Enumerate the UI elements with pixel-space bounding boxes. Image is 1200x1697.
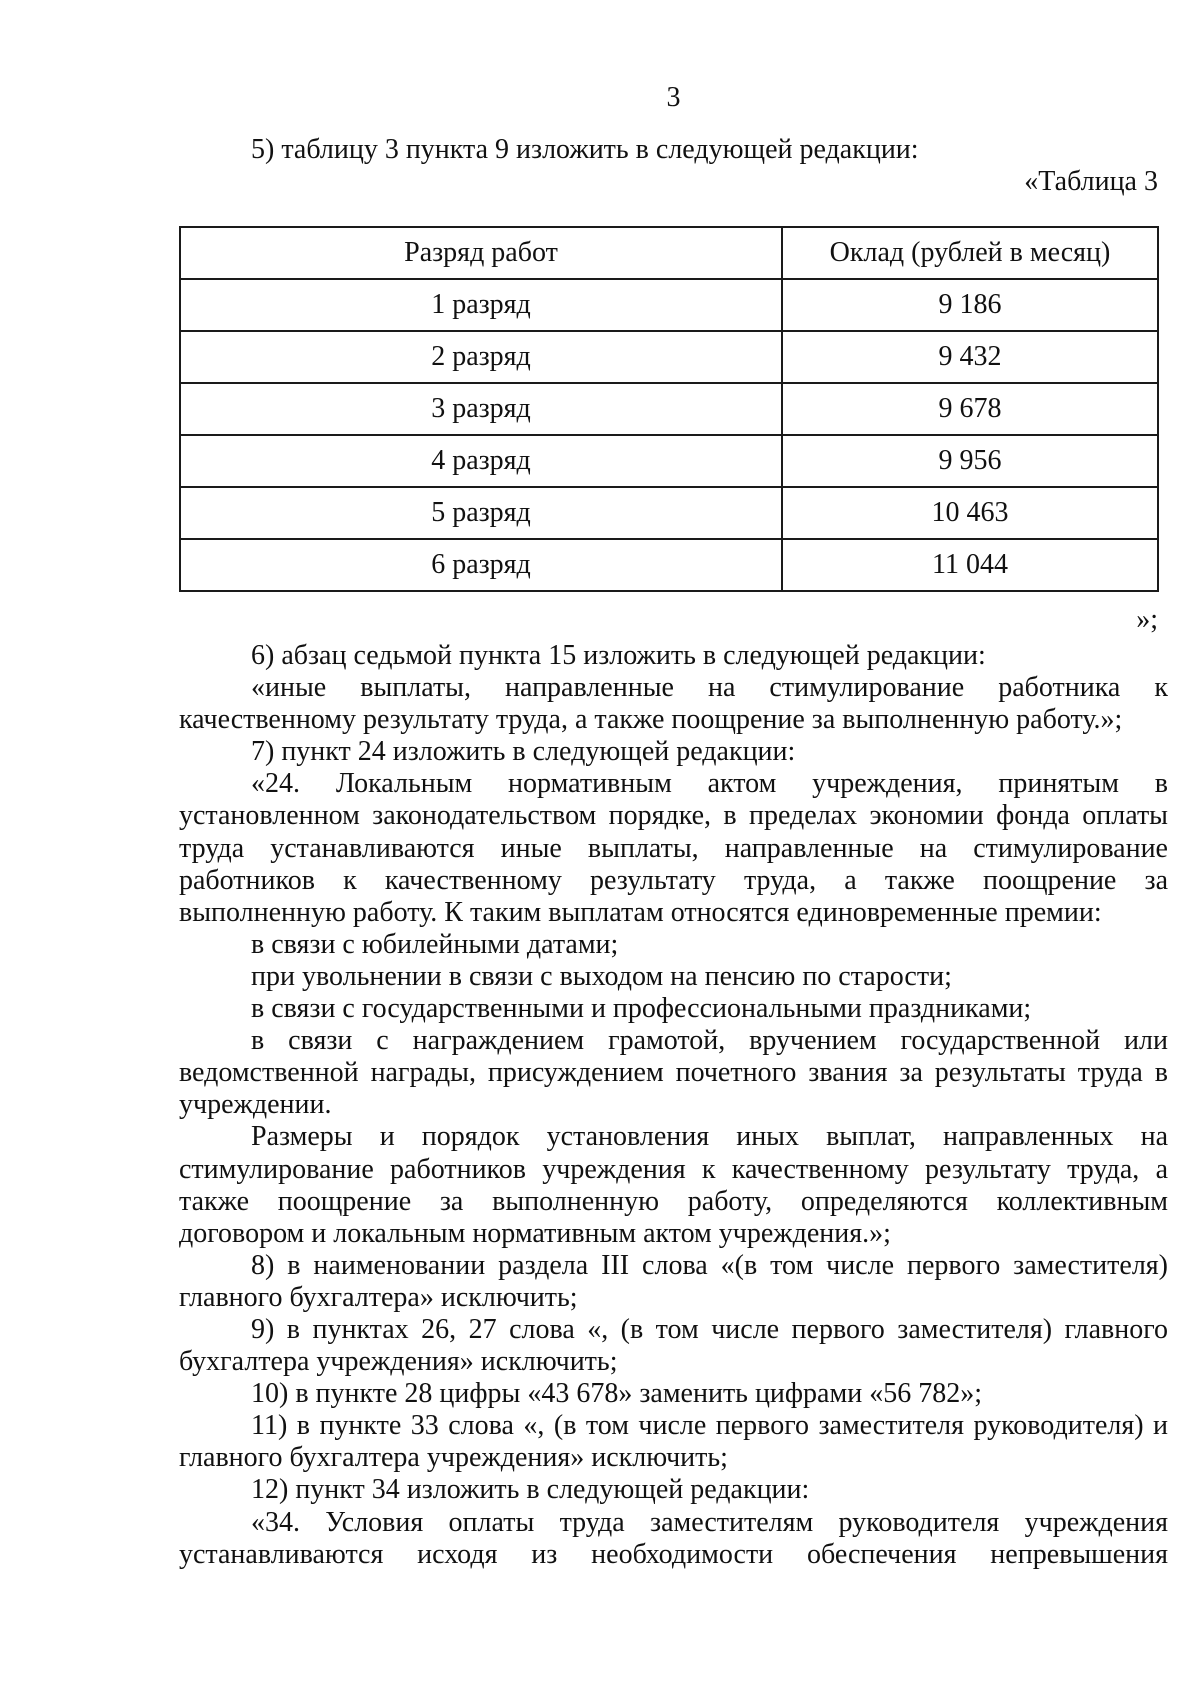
paragraph: 12) пункт 34 изложить в следующей редакции:	[251, 1474, 810, 1506]
table-cell-grade: 1 разряд	[180, 279, 782, 331]
table-cell-salary: 9 432	[782, 331, 1158, 383]
table-header-cell: Оклад (рублей в месяц)	[782, 227, 1158, 279]
paragraph: 9) в пунктах 26, 27 слова «, (в том числе первого заместителя) главного бухгалтера учреждения» исключить;	[179, 1313, 1168, 1378]
table-cell-grade: 4 разряд	[180, 435, 782, 487]
table-cell-salary: 9 678	[782, 383, 1158, 435]
paragraph: 10) в пункте 28 цифры «43 678» заменить цифрами «56 782»;	[251, 1378, 982, 1410]
document-body	[179, 640, 1168, 1571]
paragraph: 5) таблицу 3 пункта 9 изложить в следующей редакции:	[251, 134, 919, 165]
table-cell-grade: 6 разряд	[180, 539, 782, 591]
paragraph: «иные выплаты, направленные на стимулирование работника к качественному результату труда, а также поощрение за выполненную работу.»;	[179, 672, 1168, 736]
paragraph: «34. Условия оплаты труда заместителям руководителя учреждения устанавливаются исходя из необходимости обеспечения непревышения	[179, 1506, 1168, 1570]
paragraph: Размеры и порядок установления иных выплат, направленных на стимулирование работников учреждения к качественному результату труда, а также поощрение за выполненную работу, определяются коллективным договором и локальным нормативным актом учреждения.»;	[179, 1121, 1168, 1249]
table-row	[180, 539, 1158, 591]
table-row	[180, 279, 1158, 331]
table-cell-salary: 9 186	[782, 279, 1158, 331]
paragraph: 8) в наименовании раздела III слова «(в том числе первого заместителя) главного бухгалтера» исключить;	[179, 1249, 1168, 1313]
table-cell-salary: 11 044	[782, 539, 1158, 591]
paragraph: в связи с юбилейными датами;	[251, 928, 619, 960]
table-row	[180, 487, 1158, 539]
table-close-quote: »;	[1136, 604, 1158, 635]
table-row	[180, 383, 1158, 435]
paragraph: «24. Локальным нормативным актом учреждения, принятым в установленном законодательством порядке, в пределах экономии фонда оплаты труда устанавливаются иные выплаты, направленные на стимулирование работников к качественному результату труда, а также поощрение за выполненную работу. К таким выплатам относятся единовременные премии:	[179, 768, 1168, 928]
table-cell-grade: 3 разряд	[180, 383, 782, 435]
table-header-cell: Разряд работ	[180, 227, 782, 279]
table-header-row	[180, 227, 1158, 279]
paragraph: в связи с государственными и профессиональными праздниками;	[251, 993, 1032, 1025]
table-row	[180, 331, 1158, 383]
table-cell-grade: 5 разряд	[180, 487, 782, 539]
table-row	[180, 435, 1158, 487]
paragraph: в связи с награждением грамотой, вручением государственной или ведомственной награды, присуждением почетного звания за результаты труда в учреждении.	[179, 1025, 1168, 1121]
salary-table	[179, 226, 1159, 592]
paragraph: 6) абзац седьмой пункта 15 изложить в следующей редакции:	[251, 640, 986, 671]
page-number: 3	[666, 82, 681, 113]
table-caption: «Таблица 3	[1024, 166, 1158, 197]
table-cell-grade: 2 разряд	[180, 331, 782, 383]
paragraph: 11) в пункте 33 слова «, (в том числе первого заместителя руководителя) и главного бухгалтера учреждения» исключить;	[179, 1410, 1168, 1474]
intro-paragraph	[179, 134, 1168, 166]
table-cell-salary: 10 463	[782, 487, 1158, 539]
paragraph: 7) пункт 24 изложить в следующей редакции:	[251, 736, 796, 768]
paragraph: при увольнении в связи с выходом на пенсию по старости;	[251, 960, 952, 992]
table-cell-salary: 9 956	[782, 435, 1158, 487]
